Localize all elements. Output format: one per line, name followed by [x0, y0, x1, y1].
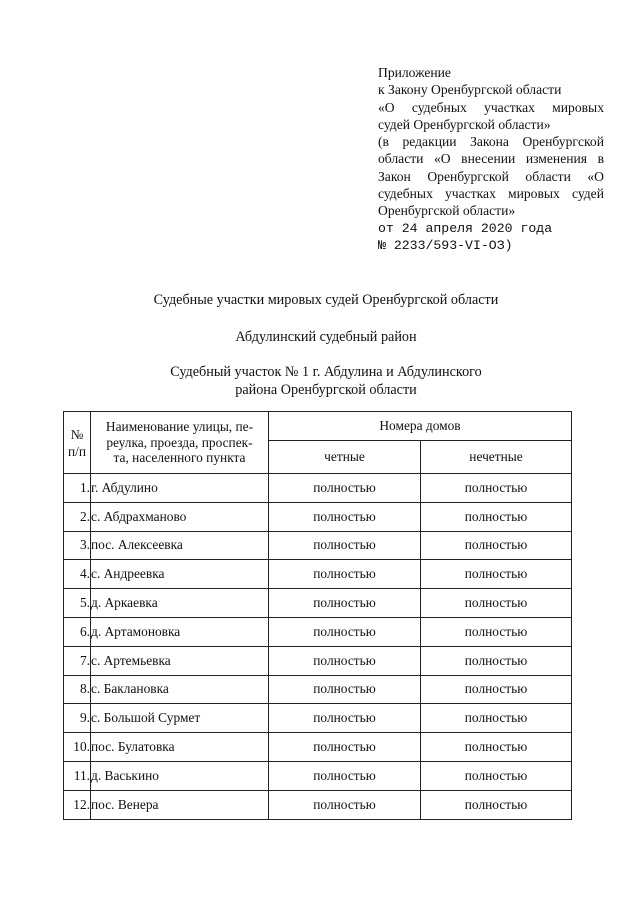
header-house-numbers: Номера домов [269, 412, 572, 441]
header-even: четные [269, 441, 421, 474]
row-name: д. Аркаевка [91, 589, 269, 618]
header-odd: нечетные [421, 441, 572, 474]
appendix-line: Закон Оренбургской области «О [378, 168, 604, 184]
table-row [64, 675, 572, 704]
appendix-line: к Закону Оренбургской области [378, 82, 562, 98]
row-even: полностью [269, 617, 421, 646]
row-even: полностью [269, 646, 421, 675]
plots-table [63, 411, 572, 820]
header-number-line: п/п [67, 443, 87, 459]
row-odd: полностью [421, 474, 572, 503]
row-even: полностью [269, 560, 421, 589]
plot-heading-line: района Оренбургской области [235, 382, 417, 398]
row-name: пос. Венера [91, 790, 269, 819]
row-name: пос. Булатовка [91, 733, 269, 762]
row-odd: полностью [421, 646, 572, 675]
row-even: полностью [269, 474, 421, 503]
row-odd: полностью [421, 675, 572, 704]
row-name: с. Баклановка [91, 675, 269, 704]
header-name [91, 412, 269, 474]
appendix-line: «О судебных участках мировых [378, 99, 604, 115]
row-even: полностью [269, 502, 421, 531]
row-name: с. Большой Сурмет [91, 704, 269, 733]
row-odd: полностью [421, 761, 572, 790]
row-number: 4. [64, 560, 91, 589]
row-name: пос. Алексеевка [91, 531, 269, 560]
appendix-note [378, 64, 604, 254]
appendix-line: области «О внесении изменения в [378, 151, 604, 167]
table-row [64, 761, 572, 790]
table-row [64, 646, 572, 675]
row-name: г. Абдулино [91, 474, 269, 503]
row-name: с. Андреевка [91, 560, 269, 589]
row-name: д. Артамоновка [91, 617, 269, 646]
plot-heading-line: Судебный участок № 1 г. Абдулина и Абдулинского [170, 364, 482, 380]
table-row [64, 733, 572, 762]
row-number: 9. [64, 704, 91, 733]
row-even: полностью [269, 531, 421, 560]
row-odd: полностью [421, 589, 572, 618]
row-odd: полностью [421, 617, 572, 646]
appendix-date-line: от 24 апреля 2020 года [378, 220, 553, 236]
row-odd: полностью [421, 502, 572, 531]
row-number: 5. [64, 589, 91, 618]
document-title: Судебные участки мировых судей Оренбургской области [153, 292, 499, 308]
header-name-line: та, населенного пункта [113, 450, 246, 466]
row-number: 11. [64, 761, 91, 790]
appendix-line: (в редакции Закона Оренбургской [378, 134, 604, 150]
header-number-line: № [70, 426, 84, 442]
row-even: полностью [269, 733, 421, 762]
row-name: д. Васькино [91, 761, 269, 790]
table-row [64, 790, 572, 819]
appendix-number-line: № 2233/593-VI-ОЗ) [378, 237, 513, 253]
row-number: 6. [64, 617, 91, 646]
table-row [64, 531, 572, 560]
table-row [64, 704, 572, 733]
appendix-line: Приложение [378, 65, 451, 80]
appendix-line: Оренбургской области» [378, 203, 516, 219]
row-odd: полностью [421, 531, 572, 560]
table-row [64, 560, 572, 589]
table-row [64, 617, 572, 646]
row-odd: полностью [421, 733, 572, 762]
header-name-line: реулка, проезда, проспек- [106, 434, 253, 450]
row-number: 1. [64, 474, 91, 503]
row-even: полностью [269, 761, 421, 790]
appendix-line: судей Оренбургской области» [378, 116, 551, 132]
appendix-line: судебных участках мировых судей [378, 186, 604, 202]
row-number: 7. [64, 646, 91, 675]
table-row [64, 474, 572, 503]
district-heading: Абдулинский судебный район [235, 329, 417, 345]
row-even: полностью [269, 675, 421, 704]
plot-heading [6, 363, 640, 399]
row-number: 8. [64, 675, 91, 704]
table-row [64, 589, 572, 618]
header-number [64, 412, 91, 474]
row-name: с. Артемьевка [91, 646, 269, 675]
row-odd: полностью [421, 790, 572, 819]
row-number: 12. [64, 790, 91, 819]
row-number: 10. [64, 733, 91, 762]
header-name-line: Наименование улицы, пе- [105, 419, 254, 435]
row-number: 2. [64, 502, 91, 531]
table-row [64, 502, 572, 531]
row-even: полностью [269, 704, 421, 733]
row-name: с. Абдрахманово [91, 502, 269, 531]
row-odd: полностью [421, 560, 572, 589]
row-odd: полностью [421, 704, 572, 733]
row-even: полностью [269, 589, 421, 618]
row-number: 3. [64, 531, 91, 560]
row-even: полностью [269, 790, 421, 819]
